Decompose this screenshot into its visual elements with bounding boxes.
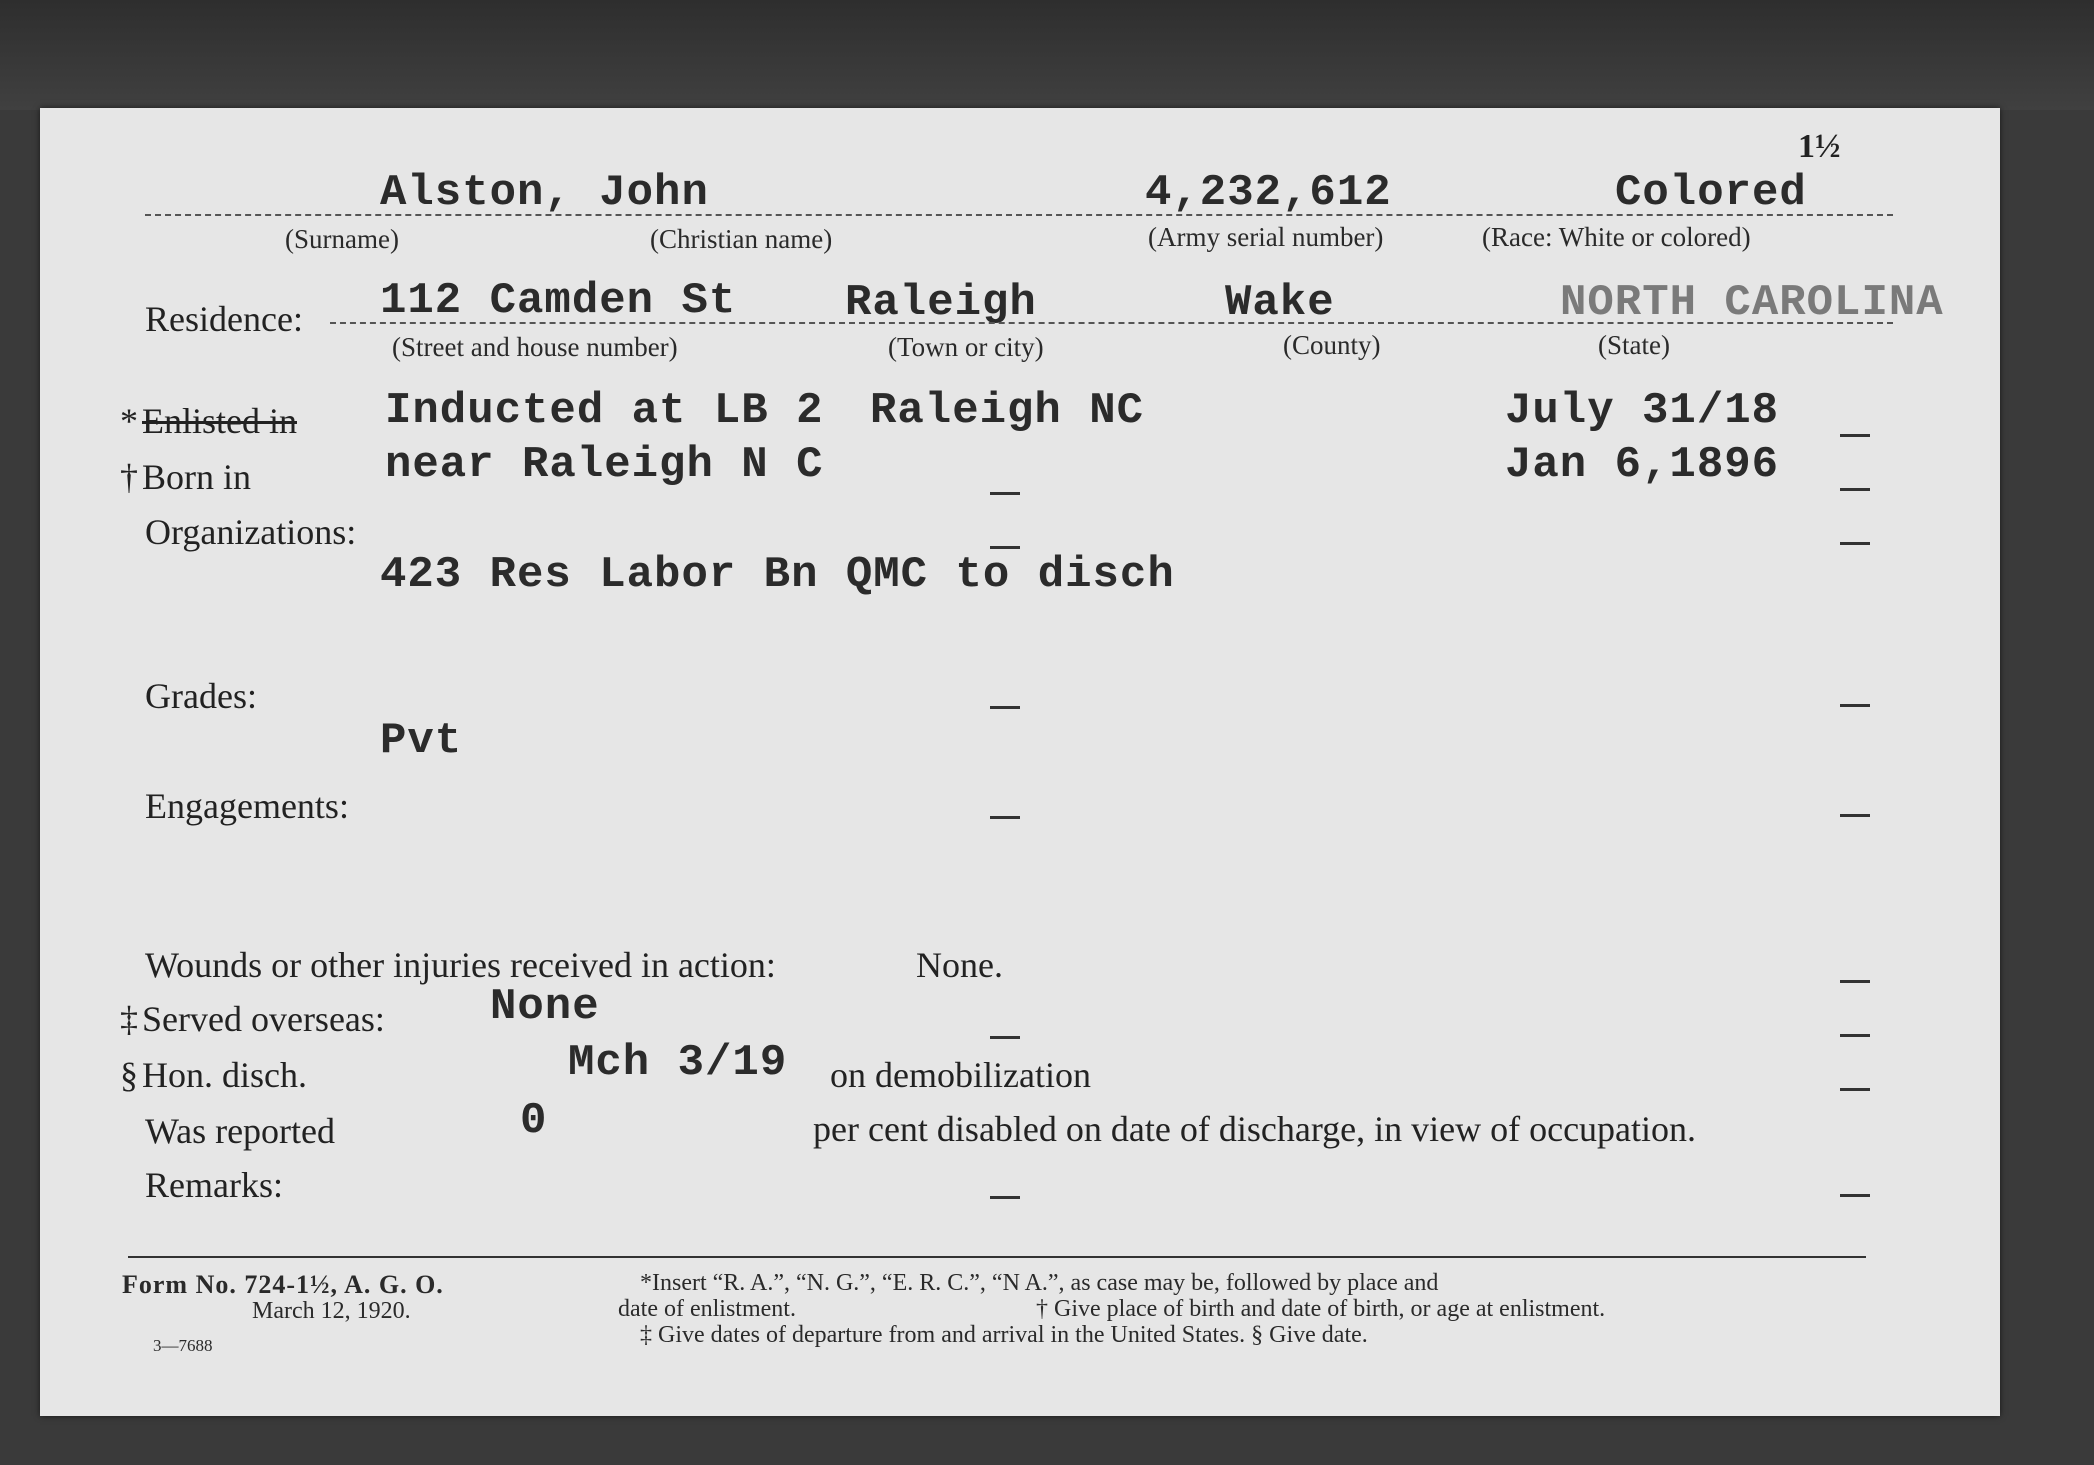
- form-date: March 12, 1920.: [252, 1298, 411, 1324]
- residence-state: NORTH CAROLINA: [1560, 278, 1944, 328]
- born-mark: †: [120, 457, 138, 497]
- overseas-value: None: [490, 982, 600, 1032]
- record-card: [40, 108, 2000, 1416]
- overseas-mark: ‡: [120, 999, 138, 1039]
- wounds-end-dash: [1840, 980, 1870, 983]
- residence-label: Residence:: [145, 299, 303, 339]
- engagements-label: Engagements:: [145, 786, 349, 826]
- wounds-value: None.: [916, 945, 1003, 985]
- enlistment-date: July 31/18: [1505, 386, 1780, 436]
- grades-label: Grades:: [145, 676, 257, 716]
- race-value: Colored: [1615, 168, 1807, 218]
- remarks-end-dash: [1840, 1194, 1870, 1197]
- residence-county: Wake: [1225, 278, 1335, 328]
- grades-value: Pvt: [380, 716, 463, 766]
- form-number: Form No. 724-1½, A. G. O.: [122, 1270, 444, 1299]
- org-end-dash: [1840, 542, 1870, 545]
- remarks-mid-dash: [990, 1196, 1020, 1199]
- enlisted-mark: *: [120, 401, 138, 441]
- hon-disch-mark: §: [120, 1055, 138, 1095]
- remarks-label: Remarks:: [145, 1165, 283, 1205]
- street-caption: (Street and house number): [392, 332, 678, 362]
- footer-rule: [128, 1256, 1866, 1258]
- enlisted-place: Raleigh NC: [870, 386, 1145, 436]
- overseas-mid-dash: [990, 1036, 1020, 1039]
- row1-line: [145, 214, 1893, 216]
- org-mid-dash: [990, 546, 1020, 549]
- page-marker: 1½: [1798, 128, 1841, 165]
- birthplace: near Raleigh N C: [385, 440, 824, 490]
- footnote-overseas: ‡ Give dates of departure from and arrival in the United States. § Give date.: [640, 1322, 1368, 1348]
- county-caption: (County): [1283, 330, 1381, 360]
- footnote-enlistment: *Insert “R. A.”, “N. G.”, “E. R. C.”, “N A.”, as case may be, followed by place and: [640, 1270, 1439, 1296]
- state-caption: (State): [1598, 330, 1670, 360]
- discharge-date: Mch 3/19: [568, 1038, 788, 1088]
- disability-percent: 0: [520, 1096, 548, 1146]
- birth-date: Jan 6,1896: [1505, 440, 1780, 490]
- overseas-label: Served overseas:: [142, 999, 385, 1039]
- reported-label: Was reported: [145, 1111, 336, 1151]
- enlisted-label: Enlisted in: [142, 401, 297, 441]
- organizations-label: Organizations:: [145, 512, 357, 552]
- born-label: Born in: [142, 457, 252, 497]
- born-end-dash: [1840, 488, 1870, 491]
- residence-street: 112 Camden St: [380, 276, 737, 326]
- footnote-birth: † Give place of birth and date of birth, or age at enlistment.: [1036, 1296, 1606, 1322]
- residence-line: [330, 322, 1893, 324]
- town-caption: (Town or city): [888, 332, 1044, 362]
- hon-disch-label: Hon. disch.: [142, 1055, 307, 1095]
- army-serial-number: 4,232,612: [1145, 168, 1392, 218]
- hon-disch-end-dash: [1840, 1088, 1870, 1091]
- surname-caption: (Surname): [285, 224, 399, 254]
- race-caption: (Race: White or colored): [1482, 222, 1751, 252]
- footnote-enlistment-cont: date of enlistment.: [618, 1296, 796, 1322]
- christian-name-caption: (Christian name): [650, 224, 833, 254]
- print-code: 3—7688: [153, 1336, 213, 1355]
- engagements-end-dash: [1840, 814, 1870, 817]
- organizations-value: 423 Res Labor Bn QMC to disch: [380, 550, 1175, 600]
- enlisted-value: Inducted at LB 2: [385, 386, 824, 436]
- scan-background: [0, 0, 2094, 110]
- born-mid-dash: [990, 492, 1020, 495]
- residence-town: Raleigh: [845, 278, 1037, 328]
- disability-suffix: per cent disabled on date of discharge, in view of occupation.: [813, 1109, 1697, 1149]
- engagements-mid-dash: [990, 816, 1020, 819]
- soldier-name: Alston, John: [380, 168, 709, 218]
- discharge-suffix: on demobilization: [830, 1055, 1091, 1095]
- grades-mid-dash: [990, 706, 1020, 709]
- wounds-label: Wounds or other injuries received in action:: [145, 945, 776, 985]
- serial-caption: (Army serial number): [1148, 222, 1384, 252]
- enlisted-end-dash: [1840, 434, 1870, 437]
- grades-end-dash: [1840, 704, 1870, 707]
- overseas-end-dash: [1840, 1034, 1870, 1037]
